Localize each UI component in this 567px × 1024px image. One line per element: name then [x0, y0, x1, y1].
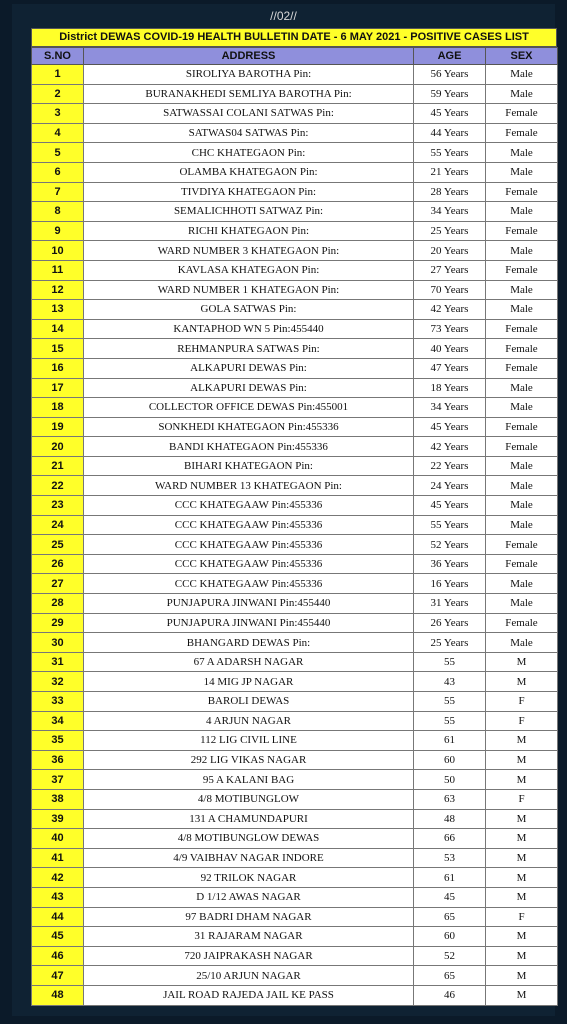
table-row [32, 868, 558, 888]
sno-cell: 3 [32, 104, 84, 124]
sex-cell: M [486, 652, 558, 672]
sno-cell: 30 [32, 633, 84, 653]
sex-cell: Female [486, 535, 558, 555]
address-cell: JAIL ROAD RAJEDA JAIL KE PASS [84, 985, 414, 1005]
sno-cell: 45 [32, 927, 84, 947]
address-cell: SATWASSAI COLANI SATWAS Pin: [84, 104, 414, 124]
sno-cell: 29 [32, 613, 84, 633]
sex-cell: M [486, 848, 558, 868]
address-cell: PUNJAPURA JINWANI Pin:455440 [84, 594, 414, 614]
age-cell: 73 Years [414, 319, 486, 339]
sno-cell: 4 [32, 123, 84, 143]
sno-cell: 43 [32, 887, 84, 907]
sno-cell: 33 [32, 692, 84, 712]
sex-cell: Male [486, 84, 558, 104]
address-cell: TIVDIYA KHATEGAON Pin: [84, 182, 414, 202]
sex-cell: Male [486, 162, 558, 182]
sno-cell: 40 [32, 829, 84, 849]
sex-cell: F [486, 711, 558, 731]
age-cell: 55 [414, 652, 486, 672]
table-row [32, 162, 558, 182]
table-row [32, 966, 558, 986]
sex-cell: Male [486, 378, 558, 398]
age-cell: 22 Years [414, 456, 486, 476]
address-cell: 67 A ADARSH NAGAR [84, 652, 414, 672]
table-row [32, 515, 558, 535]
age-cell: 63 [414, 789, 486, 809]
table-row [32, 280, 558, 300]
address-cell: D 1/12 AWAS NAGAR [84, 887, 414, 907]
table-row [32, 750, 558, 770]
sex-cell: Female [486, 260, 558, 280]
address-cell: OLAMBA KHATEGAON Pin: [84, 162, 414, 182]
address-cell: SATWAS04 SATWAS Pin: [84, 123, 414, 143]
sno-cell: 10 [32, 241, 84, 261]
sex-cell: Female [486, 437, 558, 457]
age-cell: 25 Years [414, 633, 486, 653]
sno-cell: 18 [32, 398, 84, 418]
table-row [32, 221, 558, 241]
sno-cell: 23 [32, 496, 84, 516]
sex-cell: Female [486, 319, 558, 339]
sno-cell: 20 [32, 437, 84, 457]
cases-table [31, 47, 558, 1006]
sex-cell: Female [486, 182, 558, 202]
sno-cell: 9 [32, 221, 84, 241]
address-cell: BIHARI KHATEGAON Pin: [84, 456, 414, 476]
sno-cell: 32 [32, 672, 84, 692]
age-cell: 50 [414, 770, 486, 790]
table-row [32, 300, 558, 320]
sno-cell: 38 [32, 789, 84, 809]
address-cell: ALKAPURI DEWAS Pin: [84, 378, 414, 398]
sno-cell: 1 [32, 65, 84, 85]
age-cell: 18 Years [414, 378, 486, 398]
age-cell: 28 Years [414, 182, 486, 202]
sex-cell: Male [486, 65, 558, 85]
sex-cell: Female [486, 221, 558, 241]
table-row [32, 496, 558, 516]
sno-cell: 15 [32, 339, 84, 359]
table-row [32, 554, 558, 574]
address-cell: WARD NUMBER 13 KHATEGAON Pin: [84, 476, 414, 496]
table-row [32, 65, 558, 85]
age-cell: 43 [414, 672, 486, 692]
sno-cell: 42 [32, 868, 84, 888]
address-cell: 720 JAIPRAKASH NAGAR [84, 946, 414, 966]
age-cell: 65 [414, 907, 486, 927]
address-cell: BANDI KHATEGAON Pin:455336 [84, 437, 414, 457]
sno-cell: 46 [32, 946, 84, 966]
address-cell: 31 RAJARAM NAGAR [84, 927, 414, 947]
address-cell: COLLECTOR OFFICE DEWAS Pin:455001 [84, 398, 414, 418]
table-row [32, 907, 558, 927]
age-cell: 26 Years [414, 613, 486, 633]
address-cell: SEMALICHHOTI SATWAZ Pin: [84, 202, 414, 222]
table-row [32, 574, 558, 594]
table-body [32, 65, 558, 1006]
table-row [32, 476, 558, 496]
table-row [32, 535, 558, 555]
address-cell: 25/10 ARJUN NAGAR [84, 966, 414, 986]
age-cell: 16 Years [414, 574, 486, 594]
address-cell: BURANAKHEDI SEMLIYA BAROTHA Pin: [84, 84, 414, 104]
age-cell: 48 [414, 809, 486, 829]
address-cell: RICHI KHATEGAON Pin: [84, 221, 414, 241]
table-row [32, 613, 558, 633]
age-cell: 21 Years [414, 162, 486, 182]
sno-cell: 2 [32, 84, 84, 104]
address-cell: BAROLI DEWAS [84, 692, 414, 712]
sno-cell: 44 [32, 907, 84, 927]
sex-cell: M [486, 731, 558, 751]
table-row [32, 123, 558, 143]
address-cell: PUNJAPURA JINWANI Pin:455440 [84, 613, 414, 633]
table-row [32, 731, 558, 751]
table-row [32, 770, 558, 790]
sno-cell: 14 [32, 319, 84, 339]
age-cell: 55 Years [414, 143, 486, 163]
age-cell: 20 Years [414, 241, 486, 261]
age-cell: 42 Years [414, 437, 486, 457]
age-cell: 24 Years [414, 476, 486, 496]
sno-cell: 47 [32, 966, 84, 986]
table-row [32, 143, 558, 163]
sex-cell: Male [486, 456, 558, 476]
age-cell: 34 Years [414, 202, 486, 222]
sno-cell: 21 [32, 456, 84, 476]
address-cell: SONKHEDI KHATEGAON Pin:455336 [84, 417, 414, 437]
sex-cell: Female [486, 554, 558, 574]
sex-cell: Male [486, 143, 558, 163]
address-cell: 4 ARJUN NAGAR [84, 711, 414, 731]
table-header-row [32, 48, 558, 65]
sno-cell: 22 [32, 476, 84, 496]
address-cell: 4/8 MOTIBUNGLOW DEWAS [84, 829, 414, 849]
sno-cell: 26 [32, 554, 84, 574]
sex-cell: Female [486, 613, 558, 633]
table-row [32, 946, 558, 966]
address-cell: ALKAPURI DEWAS Pin: [84, 358, 414, 378]
table-row [32, 652, 558, 672]
sex-cell: Male [486, 202, 558, 222]
sex-cell: Male [486, 241, 558, 261]
sno-cell: 48 [32, 985, 84, 1005]
address-cell: WARD NUMBER 3 KHATEGAON Pin: [84, 241, 414, 261]
age-cell: 45 Years [414, 104, 486, 124]
table-row [32, 241, 558, 261]
table-row [32, 260, 558, 280]
sno-cell: 8 [32, 202, 84, 222]
address-cell: CCC KHATEGAAW Pin:455336 [84, 496, 414, 516]
sex-cell: M [486, 672, 558, 692]
address-cell: 92 TRILOK NAGAR [84, 868, 414, 888]
table-row [32, 848, 558, 868]
table-row [32, 417, 558, 437]
sex-cell: M [486, 985, 558, 1005]
age-cell: 47 Years [414, 358, 486, 378]
age-cell: 40 Years [414, 339, 486, 359]
address-cell: CCC KHATEGAAW Pin:455336 [84, 554, 414, 574]
sex-cell: Male [486, 594, 558, 614]
table-row [32, 887, 558, 907]
sex-cell: M [486, 750, 558, 770]
address-cell: CCC KHATEGAAW Pin:455336 [84, 515, 414, 535]
age-cell: 55 Years [414, 515, 486, 535]
page-marker: //02// [270, 9, 297, 23]
age-cell: 46 [414, 985, 486, 1005]
address-cell: 14 MIG JP NAGAR [84, 672, 414, 692]
column-header-sno: S.NO [32, 48, 84, 65]
sno-cell: 39 [32, 809, 84, 829]
sex-cell: M [486, 927, 558, 947]
sno-cell: 27 [32, 574, 84, 594]
age-cell: 61 [414, 868, 486, 888]
sex-cell: F [486, 907, 558, 927]
table-row [32, 672, 558, 692]
age-cell: 55 [414, 692, 486, 712]
age-cell: 27 Years [414, 260, 486, 280]
sex-cell: Male [486, 515, 558, 535]
sex-cell: Female [486, 358, 558, 378]
sno-cell: 41 [32, 848, 84, 868]
age-cell: 70 Years [414, 280, 486, 300]
sex-cell: M [486, 966, 558, 986]
age-cell: 36 Years [414, 554, 486, 574]
sno-cell: 7 [32, 182, 84, 202]
sno-cell: 31 [32, 652, 84, 672]
age-cell: 45 [414, 887, 486, 907]
sex-cell: Female [486, 123, 558, 143]
sno-cell: 24 [32, 515, 84, 535]
address-cell: WARD NUMBER 1 KHATEGAON Pin: [84, 280, 414, 300]
table-row [32, 711, 558, 731]
sex-cell: M [486, 770, 558, 790]
address-cell: REHMANPURA SATWAS Pin: [84, 339, 414, 359]
address-cell: 112 LIG CIVIL LINE [84, 731, 414, 751]
age-cell: 34 Years [414, 398, 486, 418]
sno-cell: 17 [32, 378, 84, 398]
sno-cell: 28 [32, 594, 84, 614]
age-cell: 60 [414, 750, 486, 770]
sex-cell: M [486, 868, 558, 888]
age-cell: 53 [414, 848, 486, 868]
sex-cell: M [486, 946, 558, 966]
table-row [32, 437, 558, 457]
sno-cell: 12 [32, 280, 84, 300]
sex-cell: Male [486, 398, 558, 418]
table-row [32, 358, 558, 378]
table-row [32, 789, 558, 809]
table-row [32, 339, 558, 359]
column-header-sex: SEX [486, 48, 558, 65]
sex-cell: F [486, 692, 558, 712]
sno-cell: 6 [32, 162, 84, 182]
address-cell: CCC KHATEGAAW Pin:455336 [84, 535, 414, 555]
table-row [32, 398, 558, 418]
sex-cell: Female [486, 339, 558, 359]
address-cell: 131 A CHAMUNDAPURI [84, 809, 414, 829]
sex-cell: Male [486, 574, 558, 594]
sno-cell: 5 [32, 143, 84, 163]
table-row [32, 456, 558, 476]
sno-cell: 16 [32, 358, 84, 378]
positive-cases-sheet [31, 28, 557, 1006]
age-cell: 60 [414, 927, 486, 947]
age-cell: 55 [414, 711, 486, 731]
sex-cell: M [486, 829, 558, 849]
sex-cell: F [486, 789, 558, 809]
sno-cell: 34 [32, 711, 84, 731]
table-row [32, 985, 558, 1005]
table-row [32, 378, 558, 398]
age-cell: 25 Years [414, 221, 486, 241]
column-header-age: AGE [414, 48, 486, 65]
address-cell: 95 A KALANI BAG [84, 770, 414, 790]
sno-cell: 37 [32, 770, 84, 790]
table-row [32, 809, 558, 829]
address-cell: 97 BADRI DHAM NAGAR [84, 907, 414, 927]
sex-cell: M [486, 809, 558, 829]
table-row [32, 319, 558, 339]
sex-cell: Female [486, 104, 558, 124]
table-row [32, 202, 558, 222]
sex-cell: Male [486, 476, 558, 496]
sno-cell: 35 [32, 731, 84, 751]
table-row [32, 84, 558, 104]
address-cell: 4/8 MOTIBUNGLOW [84, 789, 414, 809]
sno-cell: 13 [32, 300, 84, 320]
sno-cell: 11 [32, 260, 84, 280]
age-cell: 65 [414, 966, 486, 986]
age-cell: 52 Years [414, 535, 486, 555]
age-cell: 56 Years [414, 65, 486, 85]
address-cell: 292 LIG VIKAS NAGAR [84, 750, 414, 770]
age-cell: 52 [414, 946, 486, 966]
age-cell: 59 Years [414, 84, 486, 104]
table-row [32, 182, 558, 202]
address-cell: KANTAPHOD WN 5 Pin:455440 [84, 319, 414, 339]
column-header-address: ADDRESS [84, 48, 414, 65]
sex-cell: Male [486, 300, 558, 320]
table-row [32, 692, 558, 712]
sex-cell: M [486, 887, 558, 907]
address-cell: CCC KHATEGAAW Pin:455336 [84, 574, 414, 594]
age-cell: 45 Years [414, 496, 486, 516]
sex-cell: Male [486, 496, 558, 516]
table-row [32, 104, 558, 124]
table-row [32, 594, 558, 614]
document-frame [12, 4, 555, 1016]
address-cell: SIROLIYA BAROTHA Pin: [84, 65, 414, 85]
sno-cell: 25 [32, 535, 84, 555]
age-cell: 31 Years [414, 594, 486, 614]
table-row [32, 927, 558, 947]
table-row [32, 633, 558, 653]
address-cell: BHANGARD DEWAS Pin: [84, 633, 414, 653]
address-cell: CHC KHATEGAON Pin: [84, 143, 414, 163]
table-row [32, 829, 558, 849]
sno-cell: 36 [32, 750, 84, 770]
address-cell: KAVLASA KHATEGAON Pin: [84, 260, 414, 280]
age-cell: 66 [414, 829, 486, 849]
sex-cell: Male [486, 280, 558, 300]
age-cell: 44 Years [414, 123, 486, 143]
address-cell: GOLA SATWAS Pin: [84, 300, 414, 320]
address-cell: 4/9 VAIBHAV NAGAR INDORE [84, 848, 414, 868]
sex-cell: Female [486, 417, 558, 437]
age-cell: 45 Years [414, 417, 486, 437]
age-cell: 61 [414, 731, 486, 751]
sex-cell: Male [486, 633, 558, 653]
age-cell: 42 Years [414, 300, 486, 320]
bulletin-title: District DEWAS COVID-19 HEALTH BULLETIN DATE - 6 MAY 2021 - POSITIVE CASES LIST [31, 28, 557, 47]
sno-cell: 19 [32, 417, 84, 437]
